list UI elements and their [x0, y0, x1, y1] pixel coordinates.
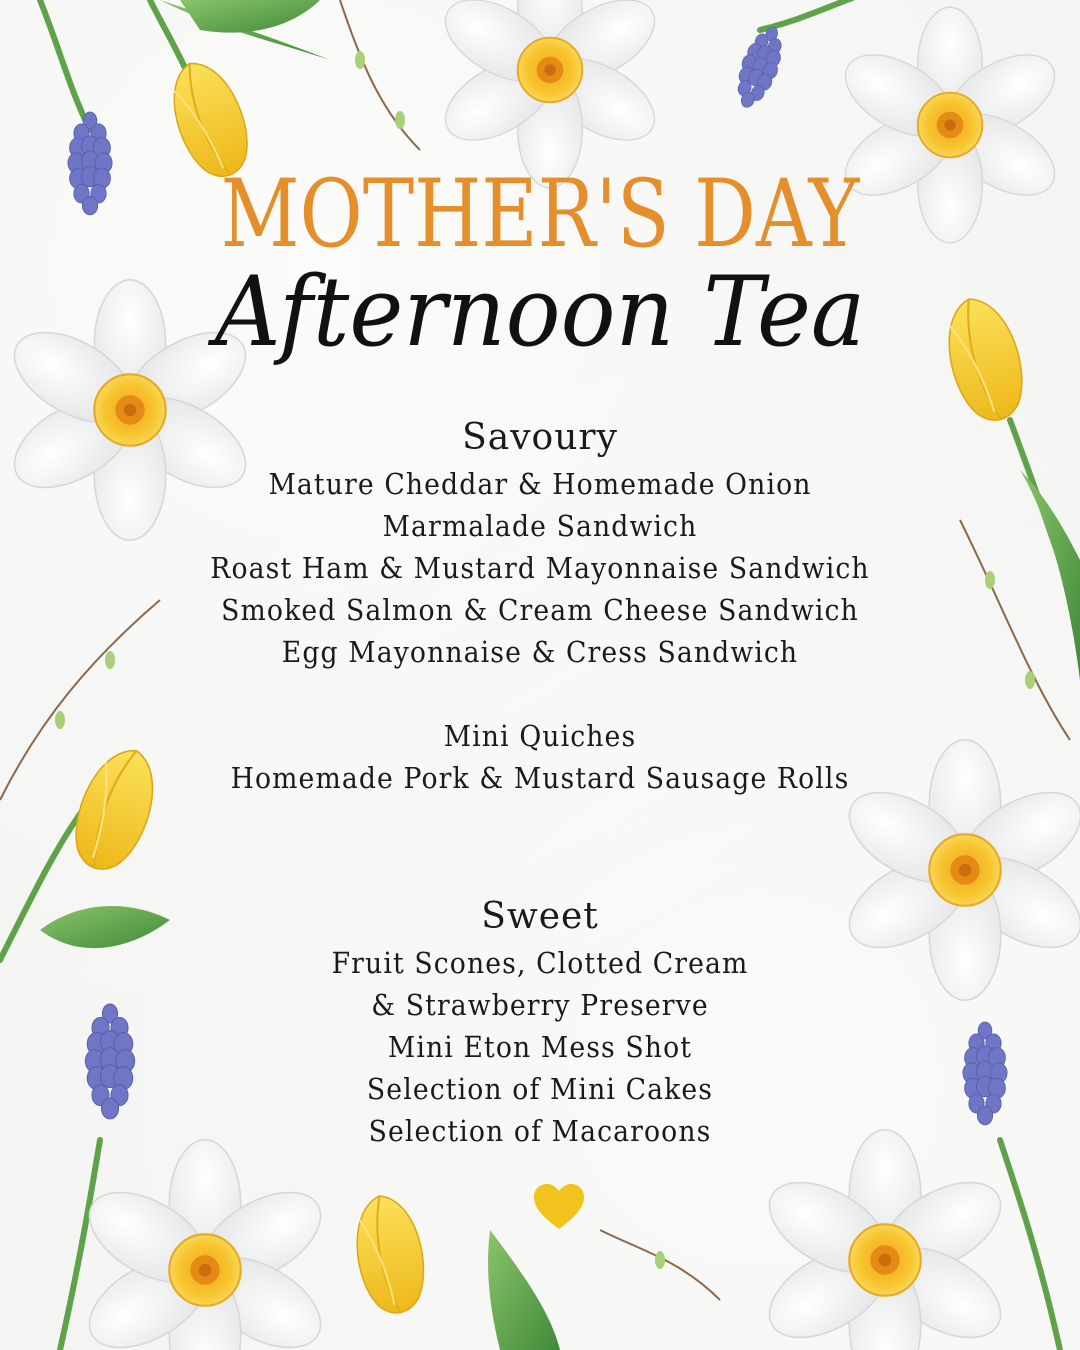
sweet-list [0, 942, 1080, 1152]
savoury-list [0, 463, 1080, 673]
savoury-extras-list [0, 715, 1080, 799]
list-item: Egg Mayonnaise & Cress Sandwich [281, 635, 799, 669]
list-item: Homemade Pork & Mustard Sausage Rolls [230, 761, 850, 795]
list-item: Selection of Mini Cakes [366, 1072, 714, 1106]
list-item: Mature Cheddar & Homemade Onion [268, 467, 812, 501]
list-item: Smoked Salmon & Cream Cheese Sandwich [221, 593, 859, 627]
list-item: Fruit Scones, Clotted Cream [331, 946, 749, 980]
savoury-heading: Savoury [462, 417, 618, 458]
list-item: Mini Quiches [443, 719, 637, 753]
title-script: Afternoon Tea [214, 256, 866, 368]
sweet-heading: Sweet [481, 896, 599, 937]
heart-icon [533, 1183, 585, 1231]
list-item: & Strawberry Preserve [371, 988, 709, 1022]
title-main: MOTHER'S DAY [220, 160, 860, 269]
list-item: Marmalade Sandwich [382, 509, 698, 543]
list-item: Roast Ham & Mustard Mayonnaise Sandwich [210, 551, 870, 585]
list-item: Mini Eton Mess Shot [387, 1030, 693, 1064]
list-item: Selection of Macaroons [368, 1114, 712, 1148]
